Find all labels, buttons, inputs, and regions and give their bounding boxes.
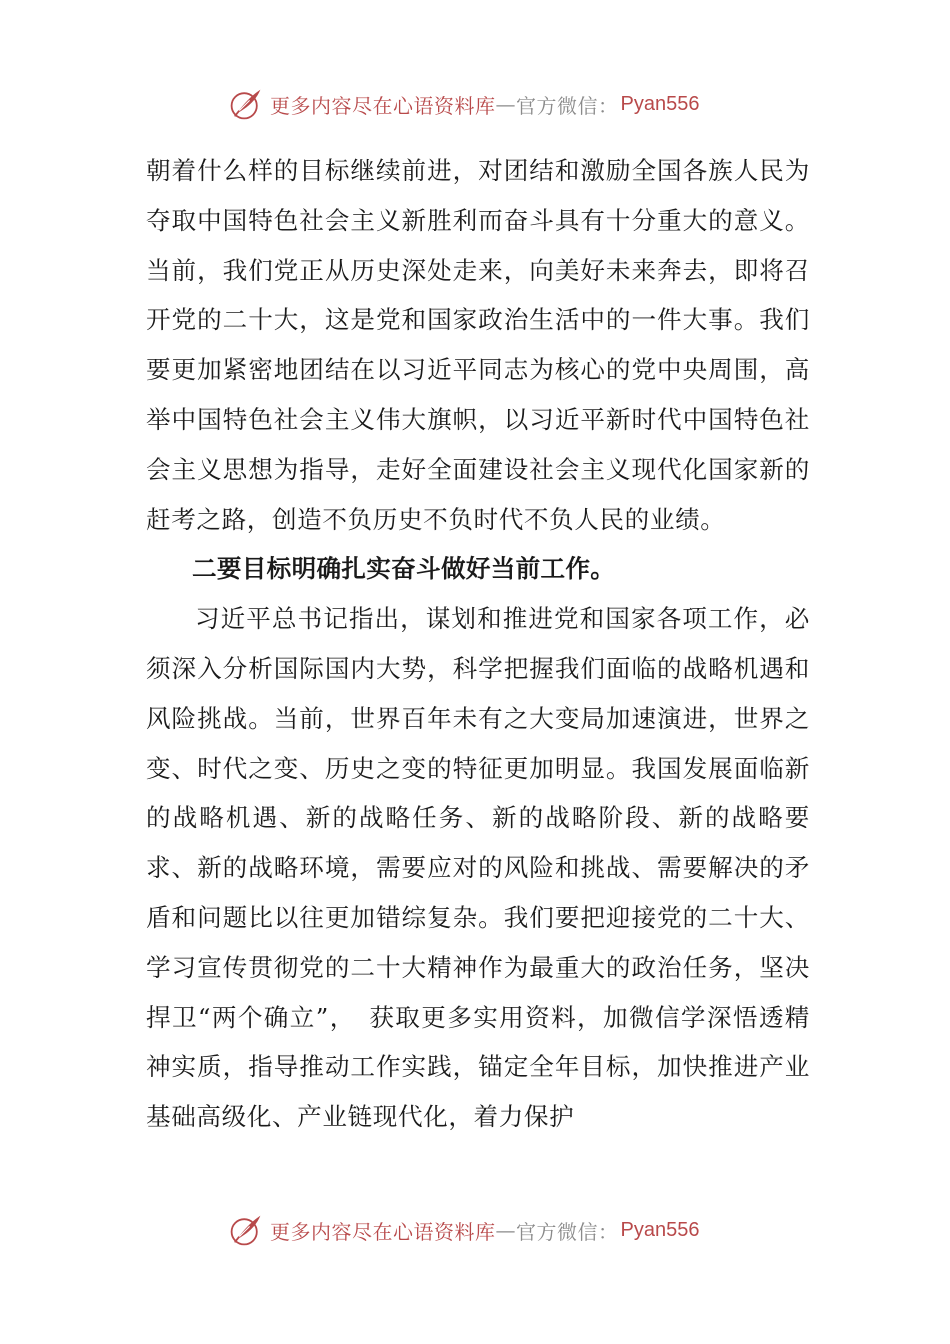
banner-wechat-id: Pyan556 — [620, 1218, 700, 1241]
banner-dash: — — [495, 1218, 516, 1242]
banner-dash: — — [495, 92, 516, 116]
banner-brand-text: 更多内容尽在心语资料库 — [270, 93, 496, 118]
banner-brand-text: 更多内容尽在心语资料库 — [270, 1219, 496, 1244]
section-heading: 二要目标明确扎实奋斗做好当前工作。 — [192, 554, 616, 584]
quill-pen-logo-icon — [228, 86, 264, 122]
quill-pen-logo-icon — [228, 1212, 264, 1248]
body-paragraph: 习近平总书记指出，谋划和推进党和国家各项工作，必须深入分析国际国内大势，科学把握我们面临的战略机遇和风险挑战。当前，世界百年未有之大变局加速演进，世界之变、时代之变、历史之变的特征更加明显。我国发展面临新的战略机遇、新的战略任务、新的战略阶段、新的战略要求、新的战略环境，需要应对的风险和挑战、需要解决的矛盾和问题比以往更加错综复杂。我们要把迎接党的二十大、学习宣传贯彻党的二十大精神作为最重大的政治任务，坚决捍卫“两个确立”， 获取更多实用资料，加微信学深悟透精神实质，指导推动工作实践，锚定全年目标，加快推进产业基础高级化、产业链现代化，着力保护 — [146, 604, 810, 1132]
body-paragraph: 朝着什么样的目标继续前进，对团结和激励全国各族人民为夺取中国特色社会主义新胜利而奋斗具有十分重大的意义。当前，我们党正从历史深处走来，向美好未来奔去，即将召开党的二十大，这是党和国家政治生活中的一件大事。我们要更加紧密地团结在以习近平同志为核心的党中央周围，高举中国特色社会主义伟大旗帜，以习近平新时代中国特色社会主义思想为指导，走好全面建设社会主义现代化国家新的赶考之路，创造不负历史不负时代不负人民的业绩。 — [146, 156, 810, 534]
banner-wechat-id: Pyan556 — [620, 92, 700, 115]
document-body — [146, 146, 810, 1142]
banner-official-label: 官方微信： — [516, 1219, 619, 1244]
footer-banner — [228, 1210, 699, 1250]
header-banner — [228, 84, 699, 124]
banner-official-label: 官方微信： — [516, 93, 619, 118]
